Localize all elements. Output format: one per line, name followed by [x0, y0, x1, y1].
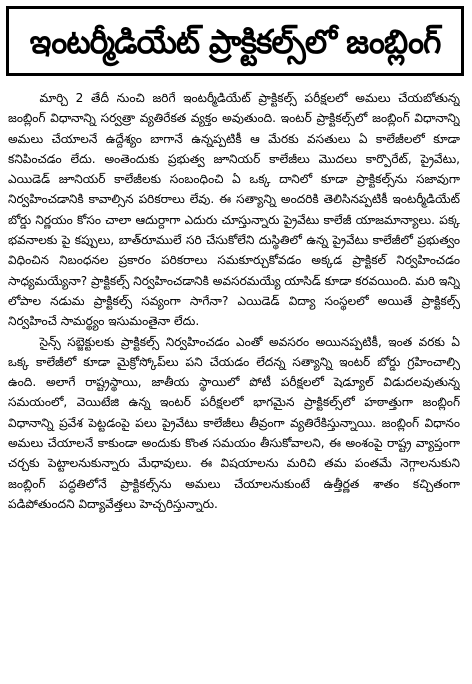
article-paragraph-2: సైన్స్ సబ్జెక్టులకు ప్రాక్టికల్స్ నిర్వహించడం ఎంతో అవసరం అయినప్పటికీ, ఇంత వరకు ఏ ఒక్క కాలేజీలో కూడా మైక్రోస్కోప్‌లు పని చేయడం లేదన్న సత్యాన్ని ఇంటర్ బోర్డు గ్రహించాల్సి ఉంది. అలాగే రాష్ట్రస్థాయి, జాతీయ స్థాయిలో పోటీ పరీక్షలలో షెడ్యూల్ విడుదలవుతున్న సమయంలో, వెయిటేజి ఉన్న ఇంటర్ పరీక్షలలో భాగమైన ప్రాక్టికల్స్‌లో హఠాత్తుగా జంబ్లింగ్ విధానాన్ని ప్రవేశ పెట్టడంపై పలు ప్రైవేటు కాలేజీలు తీవ్రంగా వ్యతిరేకిస్తున్నాయి. జంబ్లింగ్ విధానం అమలు చేయాలనే కాకుండా అందుకు కొంత సమయం తీసుకోవాలని, ఈ అంశంపై రాష్ట్ర వ్యాప్తంగా చర్చకు పెట్టాలనుకున్నారు మేధావులు. ఈ విషయాలను మరిచి తమ పంతమే నెగ్గాలనుకుని జంబ్లింగ్ పద్ధతిలోనే ప్రాక్టికల్స్‌ను అమలు చేయాలనుకుంటే ఉత్తీర్ణత శాతం కచ్చితంగా పడిపోతుందని విద్యావేత్తలు హెచ్చరిస్తున్నారు.: [8, 334, 460, 511]
article-paragraph-1: మార్చి 2 తేదీ నుంచి జరిగే ఇంటర్మీడియేట్ ప్రాక్టికల్స్ పరీక్షలలో అమలు చేయబోతున్న జంబ్లింగ్ విధానాన్ని సర్వత్రా వ్యతిరేకత వ్యక్తం అవుతుంది. ఇంటర్ ప్రాక్టికల్స్‌లో జంబ్లింగ్ విధానాన్ని అమలు చేయాలనే ఉద్దేశ్యం బాగానే ఉన్నప్పటికీ ఆ మేరకు వసతులు ఏ కాలేజీలలో కూడా కనిపించడం లేదు. అంతెందుకు ప్రభుత్వ జూనియర్ కాలేజీలు మొదలు కార్పొరేట్, ప్రైవేటు, ఎయిడెడ్ జూనియర్ కాలేజీలకు సంబంధించి ఏ ఒక్క దానిలో కూడా ప్రాక్టికల్స్‌ను సజావుగా నిర్వహించడానికి కావాల్సిన పరికరాలు లేవు. ఈ సత్యాన్ని అందరికి తెలిసినప్పటికీ ఇంటర్మీడియేట్ బోర్డు నిర్ణయం కోసం చాలా ఆదుర్దాగా ఎదురు చూస్తున్నారు ప్రైవేటు కాలేజీ యాజమాన్యాలు. పక్క భవనాలకు పై కప్పులు, బాత్‌రూములే సరి చేసుకోలేని దుస్థితిలో ఉన్న ప్రైవేటు కాలేజీలో ప్రభుత్వం విధించిన నిబంధనల ప్రకారం పరికరాలు సమకూర్చుకోవడం అక్కడ ప్రాక్టికల్ నిర్వహించడం సాధ్యమయ్యేనా? ప్రాక్టికల్స్ నిర్వహించడానికి అవసరమయ్యే యాసిడ్ కూడా కరవయింది. మరి ఇన్ని లోపాల నడుమ ప్రాక్టికల్స్ సవ్యంగా సాగేనా? ఎయిడెడ్ విద్యా సంస్థలలో అయితే ప్రాక్టికల్స్ నిర్వహించే సామర్థ్యం ఇసుమంతైనా లేదు.: [8, 91, 460, 329]
headline-box: [6, 6, 464, 76]
article-body: [8, 88, 460, 678]
headline: ఇంటర్మీడియేట్ ప్రాక్టికల్స్‌లో జంబ్లింగ్: [29, 21, 441, 61]
